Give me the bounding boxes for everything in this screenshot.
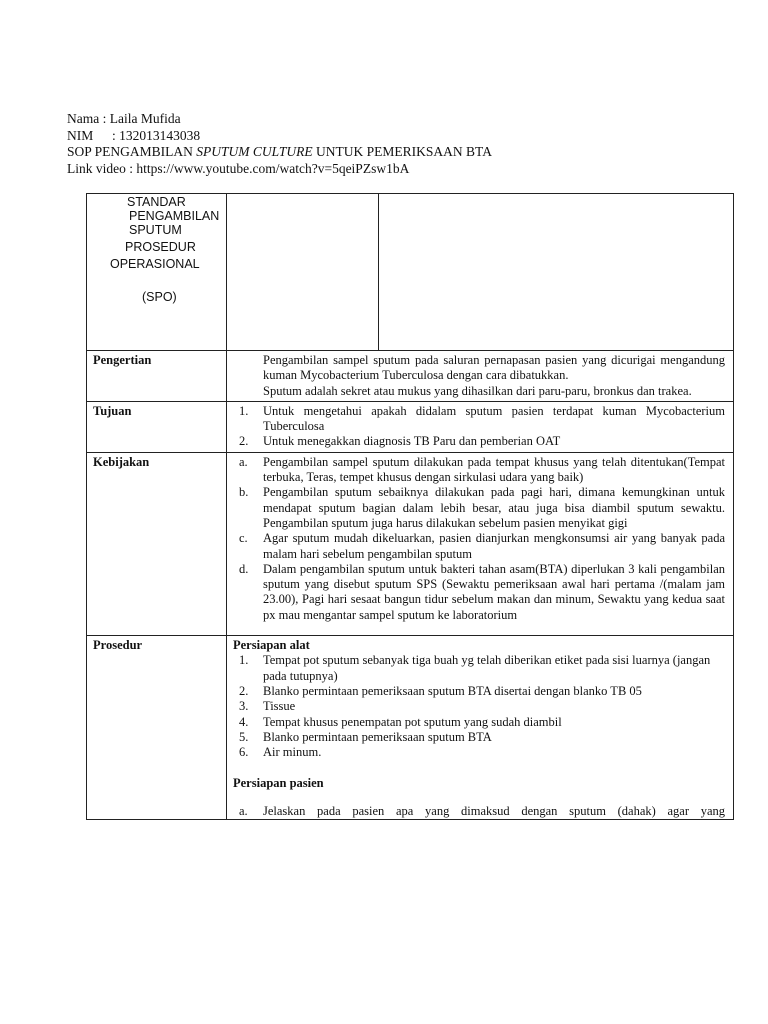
spo-title-line: PROSEDUR [125, 240, 196, 254]
list-item [239, 715, 725, 730]
list-marker: a. [239, 803, 248, 818]
pengertian-label: Pengertian [87, 351, 227, 402]
list-marker: 2. [239, 434, 249, 449]
list-item [239, 653, 725, 684]
pengertian-paragraph: Pengambilan sampel sputum pada saluran pernapasan pasien yang dicurigai mengandung kuman Mycobacterium Tuberculosa dengan cara dibatukkan. [263, 353, 725, 383]
list-marker: b. [239, 485, 249, 500]
list-marker: d. [239, 561, 249, 576]
list-text: Untuk menegakkan diagnosis TB Paru dan pemberian OAT [263, 434, 561, 449]
list-item [239, 434, 725, 449]
list-text: Tempat pot sputum sebanyak tiga buah yg telah diberikan etiket pada sisi luarnya (jangan pada tutupnya) [263, 653, 711, 683]
list-marker: 1. [239, 403, 249, 418]
spo-title-line: STANDAR [127, 195, 186, 209]
title-pre: SOP PENGAMBILAN [67, 144, 197, 159]
prosedur-label: Prosedur [87, 636, 227, 820]
spo-empty-cell [379, 194, 734, 351]
student-nim [67, 128, 492, 145]
persiapan-pasien-title: Persiapan pasien [233, 776, 324, 791]
pengertian-row [87, 351, 734, 402]
document-title [67, 144, 492, 161]
list-item [239, 404, 725, 435]
list-marker: 1. [239, 653, 249, 668]
list-item [239, 455, 725, 486]
list-text: Blanko permintaan pemeriksaan sputum BTA disertai dengan blanko TB 05 [263, 683, 642, 698]
list-item [239, 562, 725, 623]
list-marker: 6. [239, 745, 249, 760]
tujuan-label: Tujuan [87, 401, 227, 452]
list-item [239, 485, 725, 531]
list-text: Pengambilan sampel sputum dilakukan pada tempat khusus yang telah ditentukan(Tempat terbuka, Teras, tempet khusus dengan sirkulasi udara yang baik) [263, 454, 725, 485]
kebijakan-content [227, 452, 734, 635]
tujuan-row [87, 401, 734, 452]
pasien-list [233, 804, 725, 819]
list-item [239, 531, 725, 562]
list-marker: 2. [239, 683, 249, 698]
spo-title-line: OPERASIONAL [110, 257, 200, 271]
prosedur-content [227, 636, 734, 820]
list-item [239, 684, 725, 699]
spo-title-cell [87, 194, 227, 351]
list-text: Air minum. [263, 745, 322, 760]
tujuan-content [227, 401, 734, 452]
pengertian-paragraph: Sputum adalah sekret atau mukus yang dihasilkan dari paru-paru, bronkus dan trakea. [263, 383, 692, 398]
list-item [239, 730, 725, 745]
list-text: Tempat khusus penempatan pot sputum yang sudah diambil [263, 714, 562, 729]
list-text: Jelaskan pada pasien apa yang dimaksud dengan sputum (dahak) agar yang [263, 803, 725, 818]
persiapan-alat-title: Persiapan alat [233, 638, 310, 653]
nim-value: : 132013143038 [112, 127, 201, 143]
nim-label: NIM [67, 127, 94, 143]
list-text: Untuk mengetahui apakah didalam sputum pasien terdapat kuman Mycobacterium Tuberculosa [263, 403, 725, 434]
list-marker: c. [239, 531, 248, 546]
kebijakan-row [87, 452, 734, 635]
spo-table [86, 193, 734, 820]
title-emphasis: SPUTUM CULTURE [196, 144, 313, 159]
kebijakan-label: Kebijakan [87, 452, 227, 635]
spo-header-row [87, 194, 734, 351]
alat-list [233, 653, 725, 760]
list-text: Agar sputum mudah dikeluarkan, pasien dianjurkan mengkonsumsi air yang banyak pada malam hari sebelum pengambilan sputum [263, 531, 725, 561]
pengertian-content [227, 351, 734, 402]
title-post: UNTUK PEMERIKSAAN BTA [312, 144, 492, 159]
list-text: Pengambilan sputum sebaiknya dilakukan pada pagi hari, dimana kemungkinan untuk mendapat sputum bagian dalam lebih besar, atau juga bisa diambil sputum sewaktu. Pengambilan sputum juga harus dilakukan sebelum pasien menyikat gigi [263, 485, 725, 530]
document-header [67, 111, 492, 177]
spo-title-line: (SPO) [142, 290, 177, 304]
spo-title-line: SPUTUM [129, 223, 182, 237]
video-link[interactable]: Link video : https://www.youtube.com/watch?v=5qeiPZsw1bA [67, 160, 410, 176]
list-item [239, 699, 725, 714]
list-text: Tissue [263, 699, 296, 714]
list-item [239, 745, 725, 760]
list-marker: 3. [239, 699, 249, 714]
list-item [239, 804, 725, 819]
list-marker: 4. [239, 714, 249, 729]
list-text: Blanko permintaan pemeriksaan sputum BTA [263, 729, 492, 744]
spo-empty-cell [227, 194, 379, 351]
list-marker: a. [239, 454, 248, 469]
spo-title-line: PENGAMBILAN [129, 209, 220, 223]
list-text: Dalam pengambilan sputum untuk bakteri tahan asam(BTA) diperlukan 3 kali pengambilan sputum yang disebut sputum SPS (Sewaktu pemeriksaan awal hari pertama /(malam jam 23.00), Pagi hari sesaat bangun tidur sebelum makan dan minum, Sewaktu yang kedua saat px mau mengantar sampel sputum ke laboratorium [263, 561, 725, 622]
student-name: Nama : Laila Mufida [67, 111, 181, 126]
list-marker: 5. [239, 729, 249, 744]
prosedur-row [87, 636, 734, 820]
